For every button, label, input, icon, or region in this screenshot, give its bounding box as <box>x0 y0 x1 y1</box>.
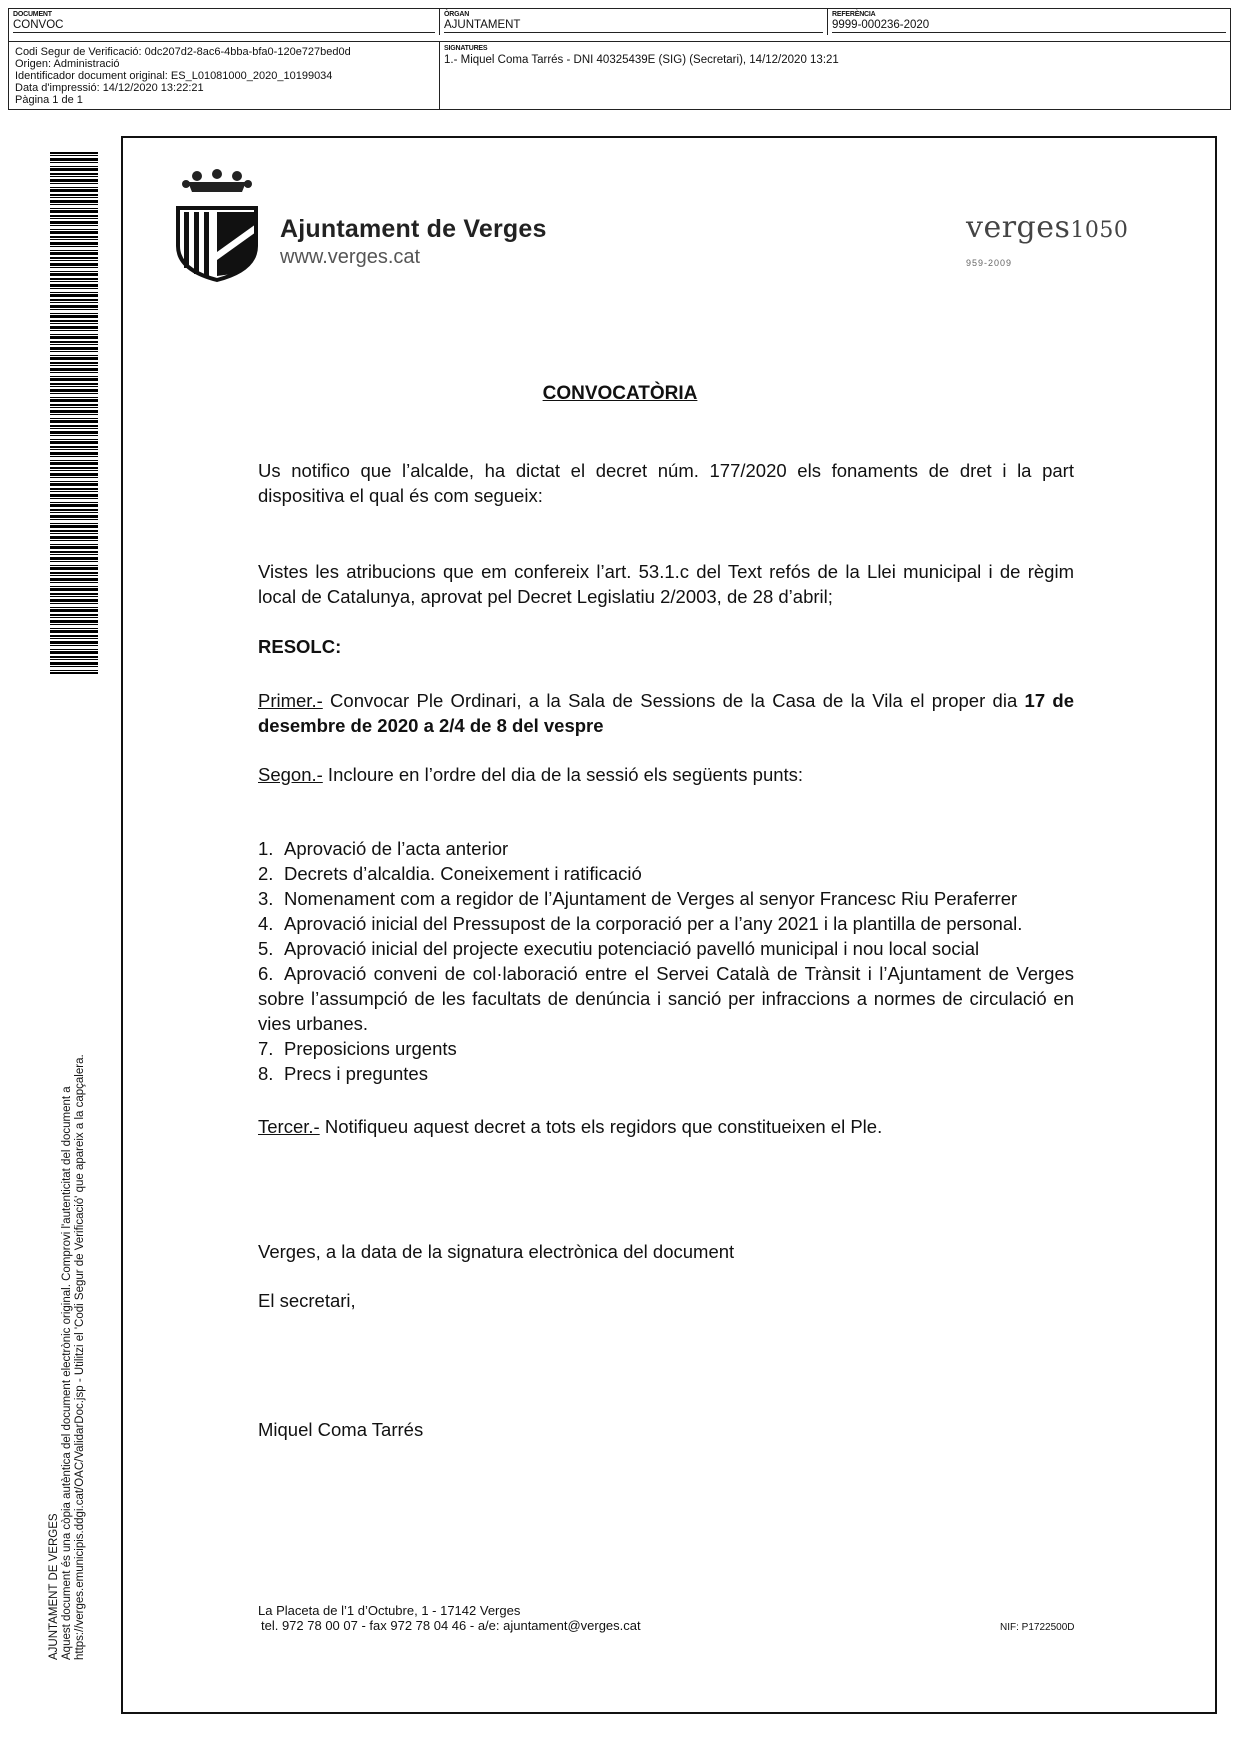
agenda-number: 2. <box>258 863 274 884</box>
barcode <box>50 152 98 674</box>
tercer-paragraph <box>258 1114 1074 1139</box>
agenda-item <box>258 911 1074 936</box>
agenda-text: Decrets d’alcaldia. Coneixement i ratificació <box>284 863 642 884</box>
stamp-number: 1050 <box>1070 218 1129 243</box>
tercer-text: Notifiqueu aquest decret a tots els regidors que constitueixen el Ple. <box>319 1116 883 1137</box>
page-number: Pàgina 1 de 1 <box>15 94 83 106</box>
document-value: CONVOC <box>13 19 435 33</box>
verification-code: Codi Segur de Verificació: 0dc207d2-8ac6-4bba-bfa0-120e727bed0d <box>15 46 351 58</box>
resolc-heading: RESOLC: <box>258 636 342 657</box>
agenda-item <box>258 936 1074 961</box>
secretary-title: El secretari, <box>258 1290 356 1311</box>
agenda-number: 1. <box>258 838 274 859</box>
organ-cell <box>439 9 827 35</box>
stamp-years: 959-2009 <box>966 258 1013 268</box>
stamp-wordmark <box>966 210 1128 245</box>
agenda-number: 5. <box>258 938 274 959</box>
primer-paragraph <box>258 688 1074 738</box>
verification-meta <box>9 42 439 109</box>
agenda-number: 7. <box>258 1038 274 1059</box>
verges-1050-stamp <box>958 208 1138 274</box>
side-text-line: Aquest document és una còpia autèntica del document electrònic original. Comprovi l'autenticitat del document a <box>61 1086 73 1660</box>
agenda-number: 3. <box>258 888 274 909</box>
agenda-text: Aprovació conveni de col·laboració entre el Servei Català de Trànsit i l’Ajuntament de Verges sobre l’assumpció de les facultats de denúncia i sanció per infraccions a normes de circulació en vies urbanes. <box>258 963 1074 1034</box>
stamp-text: verges <box>966 210 1071 245</box>
agenda-list <box>258 836 1074 1086</box>
header-top-row <box>9 9 1230 35</box>
authenticity-side-text <box>48 1020 87 1660</box>
footer-nif: NIF: P1722500D <box>1000 1622 1075 1633</box>
primer-date: 17 de desembre de 2020 a 2/4 de 8 del vespre <box>258 690 1074 736</box>
signatures-value: 1.- Miquel Coma Tarrés - DNI 40325439E (SIG) (Secretari), 14/12/2020 13:21 <box>444 54 839 66</box>
intro-paragraph: Us notifico que l’alcalde, ha dictat el decret núm. 177/2020 els fonaments de dret i la part dispositiva el qual és com segueix: <box>258 460 1074 506</box>
reference-label: REFERÈNCIA <box>832 11 876 18</box>
footer-address: La Placeta de l’1 d’Octubre, 1 - 17142 Verges <box>258 1603 521 1618</box>
primer-text: Convocar Ple Ordinari, a la Sala de Sessions de la Casa de la Vila el proper dia <box>322 690 1025 711</box>
agenda-number: 6. <box>258 963 274 984</box>
agenda-number: 8. <box>258 1063 274 1084</box>
agenda-item <box>258 1036 1074 1061</box>
agenda-item <box>258 961 1074 1036</box>
agenda-item <box>258 1061 1074 1086</box>
primer-label: Primer.- <box>258 690 323 711</box>
document-title: CONVOCATÒRIA <box>542 383 698 404</box>
agenda-item <box>258 836 1074 861</box>
agenda-number: 4. <box>258 913 274 934</box>
verification-header <box>8 8 1231 110</box>
closing-line: Verges, a la data de la signatura electrònica del document <box>258 1241 735 1262</box>
organization-website: www.verges.cat <box>280 246 421 268</box>
side-text-line: https://verges.emunicipis.ddgi.cat/OAC/ValidarDoc.jsp - Utilitzi el 'Codi Segur de Verificació' que apareix a la capçalera. <box>74 1054 86 1660</box>
reference-value: 9999-000236-2020 <box>832 19 1226 33</box>
agenda-item <box>258 861 1074 886</box>
signatures-cell <box>439 42 1230 109</box>
agenda-item <box>258 886 1074 911</box>
organ-label: ÒRGAN <box>444 11 470 18</box>
signer-name: Miquel Coma Tarrés <box>258 1419 424 1440</box>
original-identifier: Identificador document original: ES_L01081000_2020_10199034 <box>15 70 333 82</box>
legal-basis-paragraph: Vistes les atribucions que em confereix l’art. 53.1.c del Text refós de la Llei municipal i de règim local de Catalunya, aprovat pel Decret Legislatiu 2/2003, de 28 d’abril; <box>258 561 1074 607</box>
agenda-text: Preposicions urgents <box>284 1038 457 1059</box>
header-bottom-row <box>9 41 1230 109</box>
organ-value: AJUNTAMENT <box>444 19 823 33</box>
segon-label: Segon.- <box>258 764 323 785</box>
agenda-text: Aprovació inicial del projecte executiu potenciació pavelló municipal i nou local social <box>284 938 980 959</box>
coat-of-arms-logo <box>170 168 265 283</box>
agenda-text: Aprovació inicial del Pressupost de la corporació per a l’any 2021 i la plantilla de personal. <box>284 913 1023 934</box>
reference-cell <box>827 9 1230 35</box>
segon-paragraph <box>258 762 1074 787</box>
document-cell <box>9 9 439 35</box>
origin: Origen: Administració <box>15 58 120 70</box>
tercer-label: Tercer.- <box>258 1116 320 1137</box>
agenda-text: Aprovació de l’acta anterior <box>284 838 509 859</box>
footer-contact: tel. 972 78 00 07 - fax 972 78 04 46 - a/e: ajuntament@verges.cat <box>261 1618 641 1633</box>
side-text-line: AJUNTAMENT DE VERGES <box>48 1513 60 1660</box>
signatures-label: SIGNATURES <box>444 45 488 52</box>
print-date: Data d'impressió: 14/12/2020 13:22:21 <box>15 82 204 94</box>
organization-name: Ajuntament de Verges <box>280 215 547 243</box>
segon-text: Incloure en l’ordre del dia de la sessió els següents punts: <box>322 764 804 785</box>
agenda-text: Precs i preguntes <box>284 1063 428 1084</box>
document-label: DOCUMENT <box>13 11 52 18</box>
agenda-text: Nomenament com a regidor de l’Ajuntament de Verges al senyor Francesc Riu Peraferrer <box>284 888 1018 909</box>
